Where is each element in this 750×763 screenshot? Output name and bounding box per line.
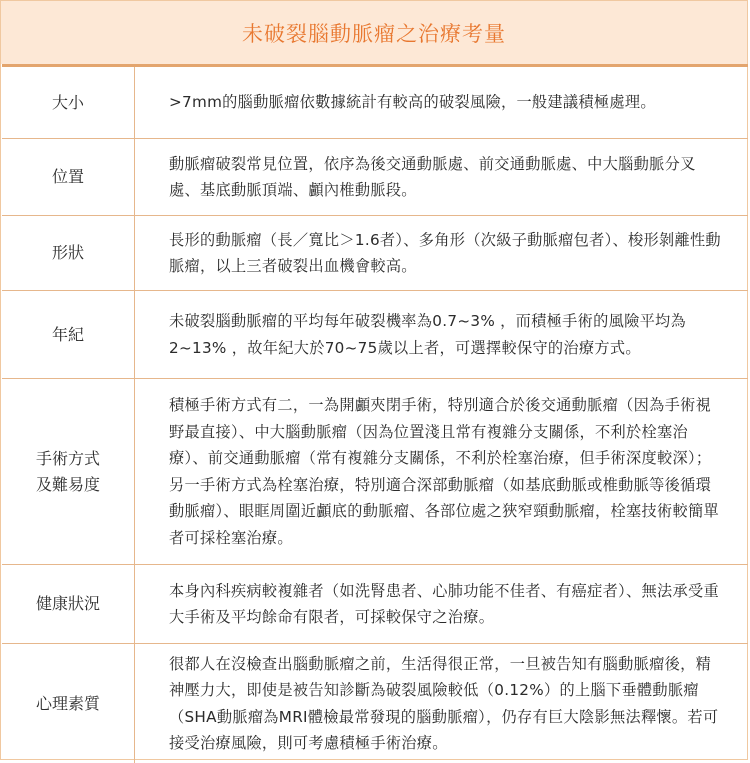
- row-label: 年紀: [2, 291, 135, 378]
- table-row-shape: [2, 216, 748, 291]
- table-row-size: [2, 67, 748, 139]
- row-content: >7mm的腦動脈瘤依數據統計有較高的破裂風險，一般建議積極處理。: [169, 93, 656, 112]
- row-content: 未破裂腦動脈瘤的平均每年破裂機率為0.7~3% ，而積極手術的風險平均為2~13% ，故年紀大於70~75歲以上者，可選擇較保守的治療方式。: [169, 312, 687, 357]
- table-row-location: [2, 139, 748, 216]
- table-row-psychology: [2, 644, 748, 763]
- table-row-surgery: [2, 379, 748, 565]
- table-row-health: [2, 565, 748, 644]
- row-label: 健康狀況: [2, 565, 135, 643]
- row-label: 形狀: [2, 216, 135, 290]
- row-content: 積極手術方式有二，一為開顱夾閉手術，特別適合於後交通動脈瘤（因為手術視野最直接）、中大腦動脈瘤（因為位置淺且常有複雜分支關係，不利於栓塞治療）、前交通動脈瘤（常有複雜分支關係，不利於栓塞治療，但手術深度較深）；另一手術方式為栓塞治療，特別適合深部動脈瘤（如基底動脈或椎動脈等後循環動脈瘤）、眼眶周圍近顱底的動脈瘤、各部位處之狹窄頸動脈瘤，栓塞技術較簡單者可採栓塞治療。: [169, 396, 719, 547]
- row-label: 大小: [2, 67, 135, 138]
- row-label: 手術方式 及難易度: [2, 379, 135, 564]
- row-content: 很都人在沒檢查出腦動脈瘤之前，生活得很正常，一旦被告知有腦動脈瘤後，精神壓力大，即使是被告知診斷為破裂風險較低（0.12%）的上腦下垂體動脈瘤（SHA動脈瘤為MRI體檢最常發現的腦動脈瘤），仍存有巨大陰影無法釋懷。若可接受治療風險，則可考慮積極手術治療。: [169, 654, 719, 752]
- table-title: 未破裂腦動脈瘤之治療考量: [1, 1, 747, 64]
- row-content: 本身內科疾病較複雜者（如洗腎患者、心肺功能不佳者、有癌症者）、無法承受重大手術及平均餘命有限者，可採較保守之治療。: [169, 581, 719, 626]
- row-label: 心理素質: [2, 644, 135, 763]
- row-content: 動脈瘤破裂常見位置，依序為後交通動脈處、前交通動脈處、中大腦動脈分叉處、基底動脈頂端、顱內椎動脈段。: [169, 154, 696, 199]
- table-row-age: [2, 291, 748, 379]
- row-label: 位置: [2, 139, 135, 215]
- row-content: 長形的動脈瘤（長／寬比＞1.6者）、多角形（次級子動脈瘤包者）、梭形剝離性動脈瘤，以上三者破裂出血機會較高。: [169, 230, 721, 275]
- considerations-table: [2, 64, 748, 763]
